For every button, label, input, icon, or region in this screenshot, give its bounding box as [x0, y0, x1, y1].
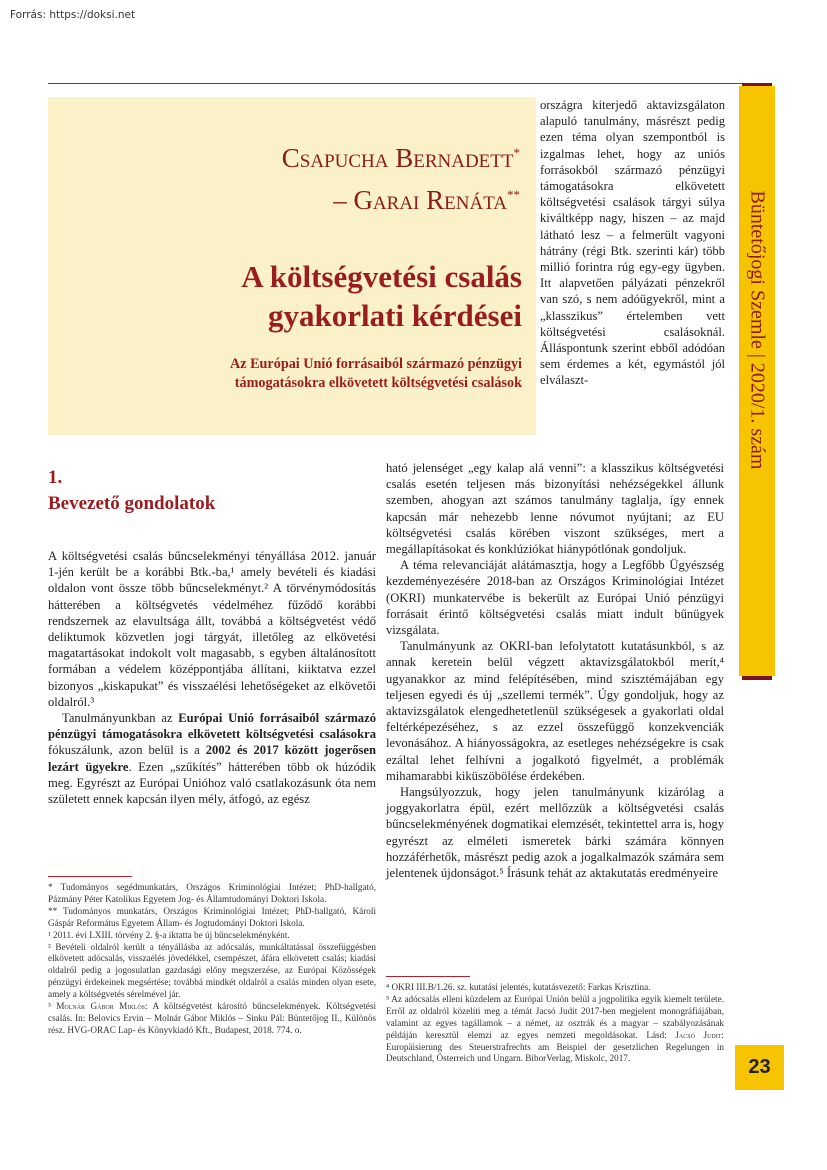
footnote: ⁴ OKRI III.B/1.26. sz. kutatási jelentés, kutatásvezető: Farkas Krisztina.: [386, 982, 651, 992]
top-rule: [48, 83, 742, 84]
footnote-rule: [386, 976, 470, 977]
footnotes-left: [48, 882, 376, 1037]
author-2-mark: **: [507, 187, 520, 202]
text-run: fókuszálunk, azon belül is a: [48, 743, 206, 758]
text-run: ⁵ Az adócsalás elleni küzdelem az Európai Unión belül a jogpolitika egyik kiemelt területe. Erről az oldalról közelíti meg a témát Jacsó Judit 2017-ben megjelent monográfiájában, valamint az egyes tagállamok – a német, az osztrák és a magyar – szabályozásának példáján keresztül elemzi az egyes nemzeti megoldásokat. Lásd:: [386, 993, 724, 1040]
right-top-column: [540, 97, 725, 389]
footnote: [48, 1001, 376, 1037]
text-run: : A költségvetést károsító bűncselekmények. Költségvetési csalás. In: Belovics Ervin – Molnár Gábor Miklós – Sinku Pál: Büntetőjog II., Különös rész. HVG-ORAC Lap- és Könyvkiadó Kft., Budapest, 2018. 774. o.: [48, 1001, 376, 1035]
paragraph: A téma relevanciáját alátámasztja, hogy a Legfőbb Ügyészség kezdeményezésére 2018-ban az Országos Kriminológiai Intézet (OKRI) munkatervébe is bekerült az Európai Unió pénzügyi forrásait érintő költségvetési csalás miatt indult bűnügyek vizsgálata.: [386, 558, 724, 638]
paragraph: [48, 710, 376, 807]
footnote-rule: [48, 876, 132, 877]
author-name: Molnár Gábor Miklós: [56, 1001, 146, 1012]
title-line-2: gyakorlati kérdései: [268, 298, 522, 333]
subtitle-line-1: Az Európai Unió forrásaiból származó pénzügyi: [229, 356, 522, 372]
author-1-mark: *: [513, 145, 520, 160]
source-url: Forrás: https://doksi.net: [10, 9, 136, 21]
title-box: [48, 97, 536, 435]
text-run: . Ezen „szűkítés” hátterében több ok húzódik meg. Egyrészt az Európai Unióhoz való csatlakozásunk óta nem született ennek kapcsán ilyen mély, átfogó, az egész: [48, 759, 376, 807]
paragraph: országra kiterjedő aktavizsgálaton alapuló tanulmány, másrészt pedig ezen téma olyan szempontból is izgalmas lehet, hogy az uniós forrásokból származó pénzügyi támogatásokra elkövetett költségvetési csalások tárgyi súlya kiváltképp nagy, hiszen – az majd látható lesz – a felmerült vagyoni hátrány (régi Btk. szerinti kár) több millió forintra rúg egy-egy ügyben. Itt alapvetően pályázati pénzekről van szó, s nem adóügyekről, mint a „klasszikus” értelemben vett költségvetési csalásoknál. Álláspontunk szerint ebből adódóan sem érdemes a két, egymástól jól elválaszt-: [540, 98, 725, 388]
article-subtitle: [230, 355, 522, 393]
footnote: * Tudományos segédmunkatárs, Országos Kriminológiai Intézet; PhD-hallgató, Pázmány Péter Katolikus Egyetem Jog- és Államtudományi Doktori Iskola.: [48, 882, 376, 904]
author-2: – Garai Renáta: [333, 185, 507, 215]
section-number: 1.: [48, 467, 63, 488]
section-heading: [48, 465, 215, 517]
paragraph: Tanulmányunk az OKRI-ban lefolytatott kutatásunkból, s az annak keretein belül végzett aktavizsgálatokból merít,⁴ ugyanakkor az mind felépítésében, mind szisztémájában egy teljesen egyedi és új „szellemi termék”. Úgy gondoljuk, hogy az aktavizsgálatok elengedhetetlenül szükségesek a gyakorlati oldal feltérképezéséhez, s az ezzel összefüggő konzekvenciák levonásához. A hiányosságokra, az esetleges nehézségekre is csak ezáltal lehet felhívni a jogalkotó figyelmét, a problémák mihamarabbi kiküszöbölése érdekében.: [386, 639, 724, 783]
footnote: ² Bevételi oldalról került a tényállásba az adócsalás, munkáltatással összefüggésben elkövetett adócsalás, visszaélés jövedékkel, csempészet, áfára elkövetett csalás; kiadási oldalról pedig a jogosulatlan gazdasági előny megszerzése, az Európai Közösségek pénzügyi érdekeinek megsértése; továbbá mindkét oldalról a csalás minden olyan esete, amely a költségvetés sérelmével jár.: [48, 941, 376, 1000]
title-line-1: A költségvetési csalás: [241, 259, 522, 294]
paragraph: A költségvetési csalás bűncselekményi tényállása 2012. január 1-jén került be a korábbi Btk.-ba,¹ amely bevételi és kiadási oldalon vont össze több bűncselekményt.² A törvénymódosítás hátterében a költségvetés védelméhez fűződő korábbi rendszernek az elavultsága állt, továbbá a költségvetést védő deliktumok közvetlen jogi tárgyát, illetőleg az elkövetési magatartásokat indokolt volt magasabb, s egyben általánosított formában a védelem középpontjába állítani, kiiktatva ezzel bizonyos „kiskapukat” és visszaélési lehetőségeket az elkövetői oldalról.³: [48, 549, 376, 709]
footnotes-right: [386, 982, 724, 1065]
footnote: ¹ 2011. évi LXIII. törvény 2. §-a iktatta be új bűncselekményként.: [48, 929, 290, 940]
text-run: : Europäisierung des Steuerstrafrechts am Beispiel der gesetzlichen Regelungen in Deutschland, Österreich und Ungarn. BiborVerlag, Miskolc, 2017.: [386, 1029, 724, 1064]
footnote: [386, 994, 724, 1065]
journal-title: Büntetőjogi Szemle | 2020/1. szám: [746, 190, 769, 470]
emphasis: Európai Unió forrásaiból származó pénzügyi támogatásokra elkövetett költségvetési csalásokra: [48, 711, 376, 742]
authors: [282, 137, 520, 221]
paragraph: ható jelenséget „egy kalap alá venni”: a klasszikus költségvetési csalás esetén teljesen más bizonyítási nehézségekkel állunk szemben, ahogyan azt számos tanulmány taglalja, így ennek kapcsán már nehezebb lenne nóvumot nyújtani; az EU költségvetési csalás körében viszont szükséges, mert a megállapításokat és konklúziókat hiánypótlónak gondoljuk.: [386, 461, 724, 557]
left-column: [48, 548, 376, 807]
author-name: Jacsó Judit: [675, 1029, 722, 1040]
text-run: Tanulmányunkban az: [62, 711, 179, 726]
paragraph: Hangsúlyozzuk, hogy jelen tanulmányunk kizárólag a joggyakorlatra épül, ezért mellőzzük a költségvetési csalás bűncselekményének dogmatikai elemzését, tekintettel arra is, hogy egyrészt az elméleti ismeretek bárki számára könnyen hozzáférhetők, másrészt pedig azok a jogalkalmazók számára sem jelentenek újdonságot.⁵ Írásunk tehát az aktakutatás eredményeire: [386, 785, 724, 881]
subtitle-line-2: támogatásokra elkövetett költségvetési csalások: [234, 375, 522, 391]
author-1: Csapucha Bernadett: [281, 143, 514, 173]
section-title: Bevezető gondolatok: [48, 493, 216, 514]
right-column: [386, 460, 724, 881]
page-number: 23: [735, 1045, 784, 1090]
emphasis: 2002 és 2017 között jogerősen lezárt ügyekre: [48, 743, 376, 774]
article-title: [241, 257, 522, 335]
footnote: ** Tudományos munkatárs, Országos Kriminológiai Intézet; PhD-hallgató, Károli Gáspár Református Egyetem Állam- és Jogtudományi Doktori Iskola.: [48, 905, 376, 928]
text-run: ³: [48, 1001, 57, 1012]
